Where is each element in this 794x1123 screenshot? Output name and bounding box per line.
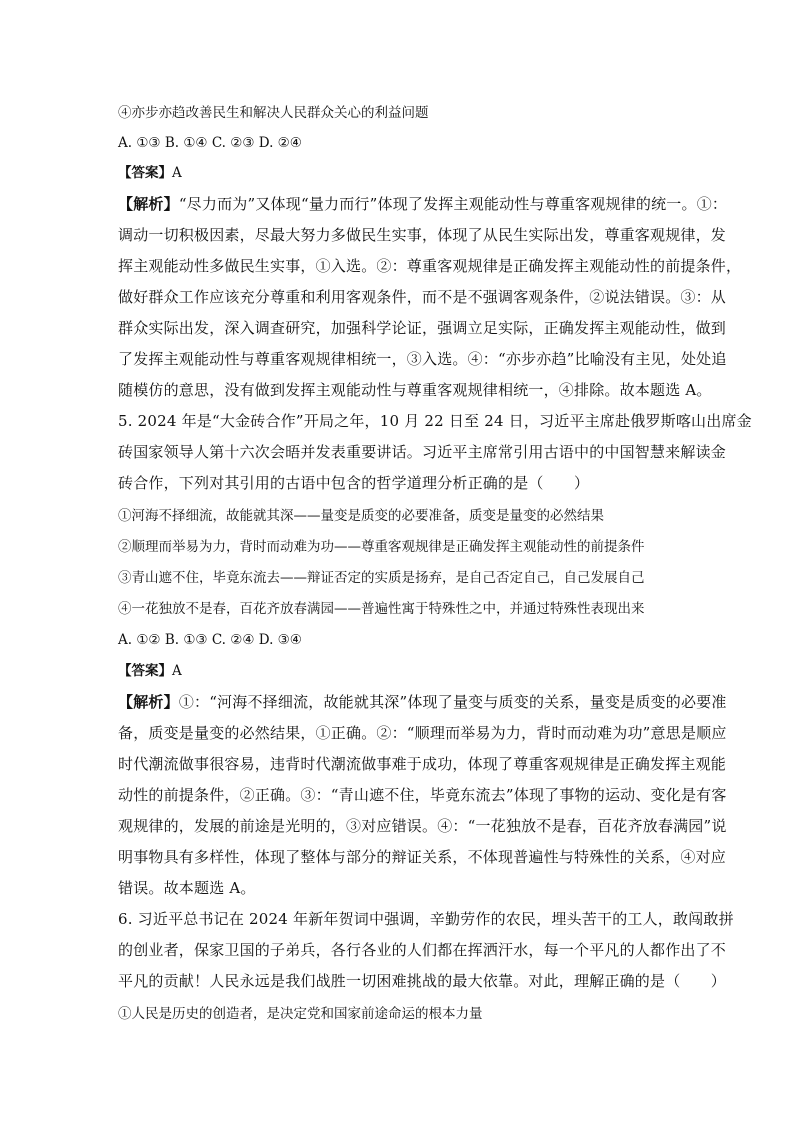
q5-analysis-line-3: 时代潮流做事很容易，违背时代潮流做事难于成功，体现了尊重客观规律是正确发挥主观能 <box>118 755 727 773</box>
answer-value: A <box>172 663 182 679</box>
q4-analysis-line-7: 随模仿的意思，没有做到发挥主观能动性与尊重客观规律相统一，④排除。故本题选 A。 <box>118 381 712 399</box>
q5-answer <box>118 661 182 681</box>
q5-stem-line-1: 5. 2024 年是“大金砖合作”开局之年，10 月 22 日至 24 日，习近平主席赴俄罗斯喀山出席金 <box>118 412 752 430</box>
answer-label: 【答案】 <box>118 663 172 679</box>
q4-analysis-line-4: 做好群众工作应该充分尊重和利用客观条件，而不是不强调客观条件，②说法错误。③：从 <box>118 288 727 306</box>
answer-value: A <box>172 165 182 181</box>
q4-choices: A. ①③ B. ①④ C. ②③ D. ②④ <box>118 135 302 151</box>
q4-analysis-line-3: 挥主观能动性多做民生实事，①入选。②：尊重客观规律是正确发挥主观能动性的前提条件， <box>118 257 742 275</box>
q4-analysis-line-1: 【解析】“尽力而为”又体现“量力而行”体现了发挥主观能动性与尊重客观规律的统一。①： <box>118 195 728 213</box>
q5-stem-line-3: 砖合作，下列对其引用的古语中包含的哲学道理分析正确的是（ ） <box>118 474 590 492</box>
q5-analysis-line-7: 错误。故本题选 A。 <box>118 879 256 897</box>
q5-option-2: ②顺理而举易为力，背时而动难为功——尊重客观规律是正确发挥主观能动性的前提条件 <box>118 539 645 555</box>
q6-stem-line-3: 平凡的贡献！人民永远是我们战胜一切困难挑战的最大依靠。对此，理解正确的是（ ） <box>118 972 727 990</box>
q6-stem-line-2: 的创业者，保家卫国的子弟兵，各行各业的人们都在挥洒汗水，每一个平凡的人都作出了不 <box>118 941 727 959</box>
q4-analysis-line-2: 调动一切积极因素，尽最大努力多做民生实事，体现了从民生实际出发，尊重客观规律，发 <box>118 226 727 244</box>
q5-choices: A. ①② B. ①③ C. ②④ D. ③④ <box>118 632 302 648</box>
q5-option-3: ③青山遮不住，毕竟东流去——辩证否定的实质是扬弃，是自己否定自己，自己发展自己 <box>118 570 645 586</box>
answer-label: 【答案】 <box>118 165 172 181</box>
q4-analysis-line-5: 群众实际出发，深入调查研究，加强科学论证，强调立足实际，正确发挥主观能动性，做到 <box>118 319 727 337</box>
q5-option-1: ①河海不择细流，故能就其深——量变是质变的必要准备，质变是量变的必然结果 <box>118 508 604 524</box>
q4-option-4: ④亦步亦趋改善民生和解决人民群众关心的利益问题 <box>118 105 429 121</box>
q5-analysis-line-4: 动性的前提条件，②正确。③：“青山遮不住，毕竟东流去”体现了事物的运动、变化是有客 <box>118 786 727 804</box>
q5-stem-line-2: 砖国家领导人第十六次会晤并发表重要讲话。习近平主席常引用古语中的中国智慧来解读金 <box>118 443 727 461</box>
q5-analysis-line-6: 明事物具有多样性，体现了整体与部分的辩证关系，不体现普遍性与特殊性的关系，④对应 <box>118 848 727 866</box>
analysis-label: 【解析】 <box>118 195 179 213</box>
q5-analysis-line-5: 观规律的，发展的前途是光明的，③对应错误。④：“一花独放不是春，百花齐放春满园”说 <box>118 817 727 835</box>
q6-stem-line-1: 6. 习近平总书记在 2024 年新年贺词中强调，辛勤劳作的农民，埋头苦干的工人，敢闯敢拼 <box>118 910 734 928</box>
q4-analysis-line-6: 了发挥主观能动性与尊重客观规律相统一，③入选。④：“亦步亦趋”比喻没有主见，处处追 <box>118 350 727 368</box>
q6-option-1: ①人民是历史的创造者，是决定党和国家前途命运的根本力量 <box>118 1006 483 1022</box>
q5-analysis-line-1: 【解析】①：“河海不择细流，故能就其深”体现了量变与质变的关系，量变是质变的必要准 <box>118 693 727 711</box>
q4-answer <box>118 163 182 183</box>
analysis-label: 【解析】 <box>118 693 179 711</box>
q5-analysis-line-2: 备，质变是量变的必然结果，①正确。②：“顺理而举易为力，背时而动难为功”意思是顺应 <box>118 724 727 742</box>
q5-option-4: ④一花独放不是春，百花齐放春满园——普遍性寓于特殊性之中，并通过特殊性表现出来 <box>118 601 645 617</box>
